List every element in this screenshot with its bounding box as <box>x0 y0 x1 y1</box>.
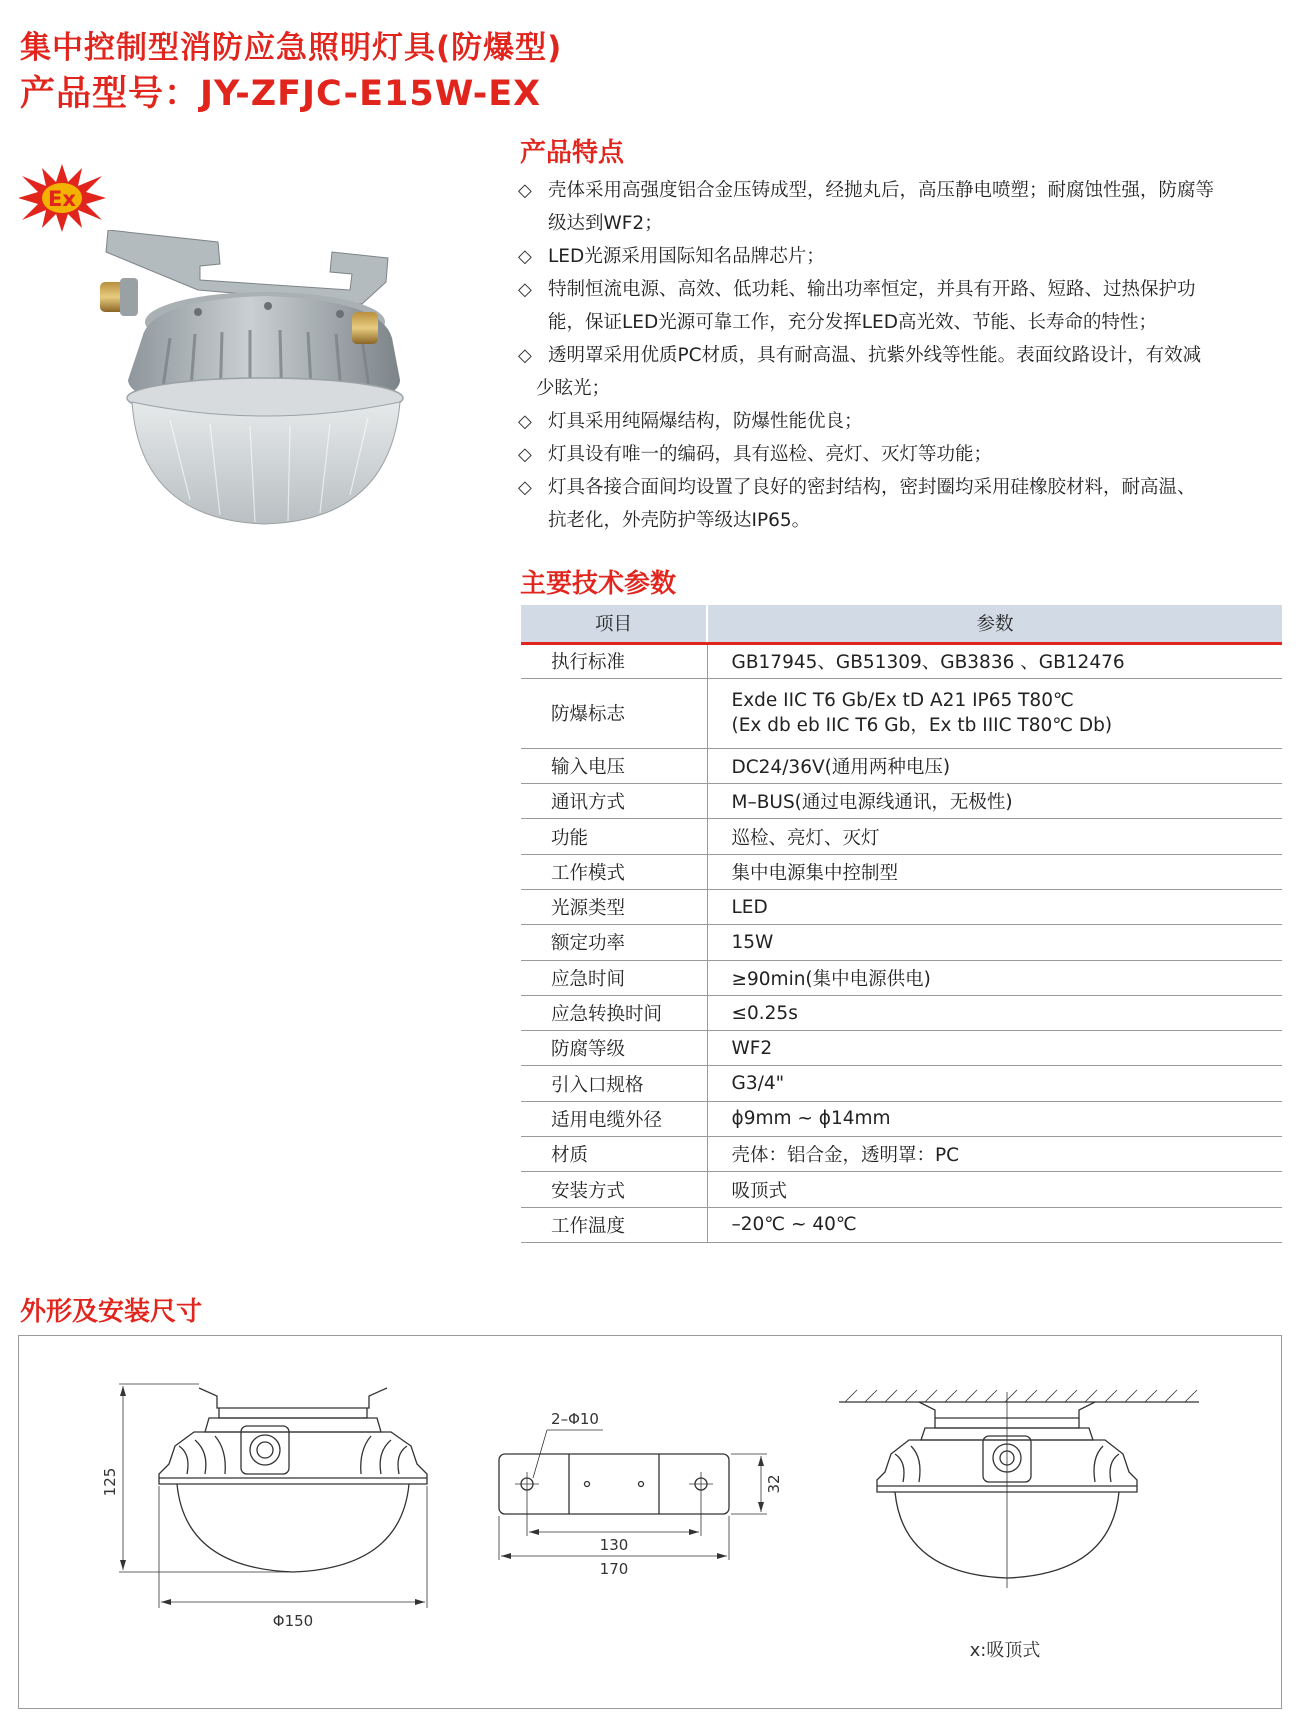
diameter-dimension-label: Φ150 <box>272 1612 314 1630</box>
list-item <box>518 273 1288 339</box>
table-row <box>521 960 1282 995</box>
table-row <box>521 643 1282 678</box>
spec-value: 壳体：铝合金，透明罩：PC <box>707 1137 1282 1172</box>
spec-key: 通讯方式 <box>521 784 707 819</box>
spec-value-line2: (Ex db eb IIC T6 Gb，Ex tb IIIC T80℃ Db) <box>731 714 1113 736</box>
spec-value: WF2 <box>707 1031 1282 1066</box>
spec-value: 集中电源集中控制型 <box>707 854 1282 889</box>
list-item <box>518 240 1288 273</box>
table-row <box>521 678 1282 748</box>
spec-value: G3/4" <box>707 1066 1282 1101</box>
diamond-bullet-icon: ◇ <box>518 477 532 498</box>
height-dimension-label: 125 <box>101 1467 119 1497</box>
table-row <box>521 1031 1282 1066</box>
bracket-length-label: 170 <box>599 1560 629 1578</box>
spec-key: 工作模式 <box>521 854 707 889</box>
spec-key: 应急转换时间 <box>521 995 707 1030</box>
spec-key: 功能 <box>521 819 707 854</box>
feature-line: 灯具设有唯一的编码，具有巡检、亮灯、灭灯等功能； <box>548 444 993 465</box>
page-title: 集中控制型消防应急照明灯具(防爆型) <box>20 30 563 66</box>
table-row <box>521 1172 1282 1207</box>
features-heading: 产品特点 <box>520 138 625 168</box>
list-item <box>518 339 1288 405</box>
spec-value: ≥90min(集中电源供电) <box>707 960 1282 995</box>
spec-value: 巡检、亮灯、灭灯 <box>707 819 1282 854</box>
spec-value: GB17945、GB51309、GB3836 、GB12476 <box>707 643 1282 678</box>
spec-value: DC24/36V(通用两种电压) <box>707 748 1282 783</box>
list-item <box>518 174 1288 240</box>
table-row <box>521 748 1282 783</box>
feature-line: LED光源采用国际知名品牌芯片； <box>548 246 825 267</box>
feature-line-cont: 级达到WF2； <box>548 213 663 234</box>
spec-value: LED <box>707 889 1282 924</box>
features-list <box>518 174 1288 537</box>
feature-line-cont: 少眩光； <box>536 378 611 399</box>
list-item <box>518 471 1288 537</box>
table-row <box>521 889 1282 924</box>
dimensions-heading: 外形及安装尺寸 <box>20 1297 203 1327</box>
feature-line: 透明罩采用优质PC材质，具有耐高温、抗紫外线等性能。表面纹路设计，有效减 <box>548 345 1202 366</box>
spec-value: –20℃ ~ 40℃ <box>707 1207 1282 1242</box>
diamond-bullet-icon: ◇ <box>518 345 532 366</box>
badge-label: Ex <box>48 187 76 211</box>
spec-value: ≤0.25s <box>707 995 1282 1030</box>
diamond-bullet-icon: ◇ <box>518 444 532 465</box>
spec-key: 材质 <box>521 1137 707 1172</box>
spec-key: 应急时间 <box>521 960 707 995</box>
spec-key: 防爆标志 <box>521 678 707 748</box>
diamond-bullet-icon: ◇ <box>518 411 532 432</box>
table-row <box>521 1207 1282 1242</box>
table-row <box>521 1101 1282 1136</box>
list-item <box>518 438 1288 471</box>
explosion-proof-badge <box>16 162 108 234</box>
table-header-row <box>521 605 1282 643</box>
spec-value: ϕ9mm ~ ϕ14mm <box>707 1101 1282 1136</box>
side-view-drawing <box>119 1384 427 1608</box>
feature-line: 特制恒流电源、高效、低功耗、输出功率恒定，并具有开路、短路、过热保护功 <box>548 279 1196 300</box>
spec-value: M–BUS(通过电源线通讯，无极性) <box>707 784 1282 819</box>
feature-line-cont: 抗老化，外壳防护等级达IP65。 <box>548 510 811 531</box>
holes-dimension-label: 2–Φ10 <box>551 1410 599 1428</box>
product-photo <box>100 230 440 530</box>
spec-key: 工作温度 <box>521 1207 707 1242</box>
column-header-param: 参数 <box>707 605 1282 643</box>
column-header-item: 项目 <box>521 605 707 643</box>
spec-value-cell <box>707 678 1282 748</box>
feature-line: 灯具各接合面间均设置了良好的密封结构，密封圈均采用硅橡胶材料，耐高温、 <box>548 477 1196 498</box>
feature-line: 壳体采用高强度铝合金压铸成型，经抛丸后，高压静电喷塑；耐腐蚀性强，防腐等 <box>548 180 1215 201</box>
spec-key: 额定功率 <box>521 925 707 960</box>
spec-key: 引入口规格 <box>521 1066 707 1101</box>
model-number: 产品型号：JY-ZFJC-E15W-EX <box>20 74 542 114</box>
spec-key: 光源类型 <box>521 889 707 924</box>
bracket-plan-drawing <box>499 1430 767 1560</box>
spec-key: 安装方式 <box>521 1172 707 1207</box>
ceiling-mount-drawing <box>839 1390 1199 1588</box>
list-item <box>518 405 1288 438</box>
spec-key: 输入电压 <box>521 748 707 783</box>
table-row <box>521 784 1282 819</box>
table-row <box>521 995 1282 1030</box>
specs-table <box>521 605 1282 1243</box>
table-row <box>521 925 1282 960</box>
table-row <box>521 1137 1282 1172</box>
spec-value: 15W <box>707 925 1282 960</box>
diamond-bullet-icon: ◇ <box>518 180 532 201</box>
spec-key: 防腐等级 <box>521 1031 707 1066</box>
table-row <box>521 819 1282 854</box>
dimensions-drawing-frame <box>18 1335 1282 1709</box>
feature-line: 灯具采用纯隔爆结构，防爆性能优良； <box>548 411 863 432</box>
spec-key: 适用电缆外径 <box>521 1101 707 1136</box>
diamond-bullet-icon: ◇ <box>518 279 532 300</box>
mount-caption: x:吸顶式 <box>969 1640 1041 1661</box>
specs-heading: 主要技术参数 <box>520 569 677 599</box>
spec-key: 执行标准 <box>521 643 707 678</box>
bracket-height-label: 32 <box>765 1474 783 1494</box>
hole-spacing-label: 130 <box>599 1536 629 1554</box>
spec-value: 吸顶式 <box>707 1172 1282 1207</box>
spec-value: Exde IIC T6 Gb/Ex tD A21 IP65 T80℃ <box>731 689 1074 711</box>
dimension-drawings <box>19 1336 1283 1710</box>
table-row <box>521 1066 1282 1101</box>
diamond-bullet-icon: ◇ <box>518 246 532 267</box>
table-row <box>521 854 1282 889</box>
feature-line-cont: 能，保证LED光源可靠工作，充分发挥LED高光效、节能、长寿命的特性； <box>548 312 1157 333</box>
